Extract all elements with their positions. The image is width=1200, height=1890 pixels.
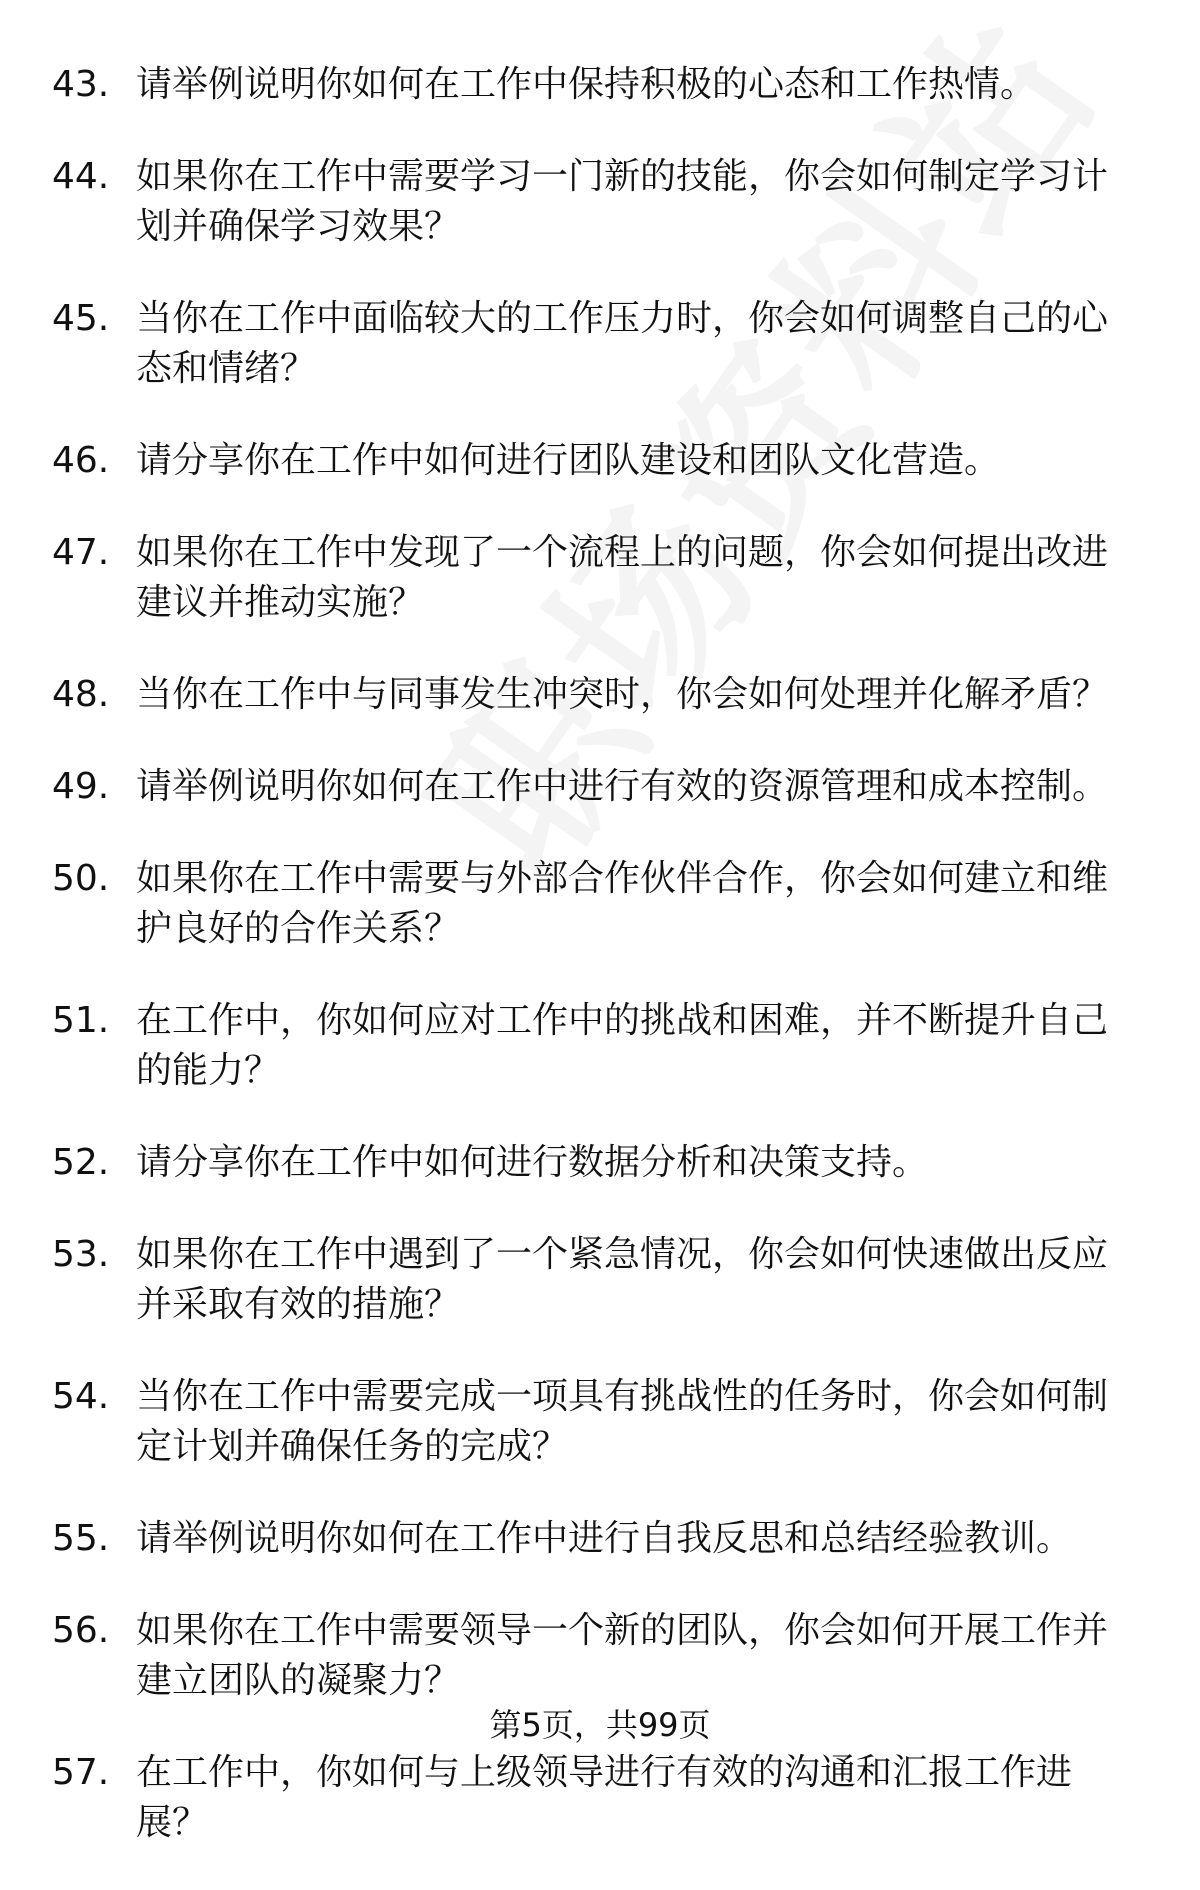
question-item bbox=[0, 152, 1200, 252]
question-item bbox=[0, 1372, 1200, 1472]
question-number: 53. bbox=[52, 1234, 110, 1275]
question-item bbox=[0, 436, 1200, 486]
question-text: 请分享你在工作中如何进行数据分析和决策支持。 bbox=[136, 1142, 929, 1183]
question-item bbox=[0, 294, 1200, 394]
question-number: 56. bbox=[52, 1610, 110, 1651]
question-text: 在工作中，你如何与上级领导进行有效的沟通和汇报工作进展？ bbox=[136, 1752, 1073, 1843]
question-text: 在工作中，你如何应对工作中的挑战和困难，并不断提升自己的能力？ bbox=[136, 1000, 1109, 1091]
question-item bbox=[0, 60, 1200, 110]
question-item bbox=[0, 670, 1200, 720]
question-text: 如果你在工作中遇到了一个紧急情况，你会如何快速做出反应并采取有效的措施？ bbox=[136, 1234, 1109, 1325]
question-text: 请举例说明你如何在工作中进行自我反思和总结经验教训。 bbox=[136, 1518, 1073, 1559]
question-number: 45. bbox=[52, 298, 110, 339]
question-number: 57. bbox=[52, 1752, 110, 1793]
question-text: 当你在工作中与同事发生冲突时，你会如何处理并化解矛盾？ bbox=[136, 674, 1109, 715]
question-text: 如果你在工作中需要学习一门新的技能，你会如何制定学习计划并确保学习效果？ bbox=[136, 156, 1109, 247]
question-item bbox=[0, 854, 1200, 954]
question-item bbox=[0, 1514, 1200, 1564]
question-text: 如果你在工作中需要领导一个新的团队，你会如何开展工作并建立团队的凝聚力？ bbox=[136, 1610, 1109, 1701]
question-item bbox=[0, 528, 1200, 628]
question-number: 46. bbox=[52, 440, 110, 481]
question-item bbox=[0, 1138, 1200, 1188]
question-text: 请举例说明你如何在工作中进行有效的资源管理和成本控制。 bbox=[136, 766, 1109, 807]
question-item bbox=[0, 1606, 1200, 1706]
question-text: 如果你在工作中需要与外部合作伙伴合作，你会如何建立和维护良好的合作关系？ bbox=[136, 858, 1109, 949]
question-text: 当你在工作中需要完成一项具有挑战性的任务时，你会如何制定计划并确保任务的完成？ bbox=[136, 1376, 1109, 1467]
question-number: 44. bbox=[52, 156, 110, 197]
question-number: 51. bbox=[52, 1000, 110, 1041]
question-number: 52. bbox=[52, 1142, 110, 1183]
question-list bbox=[0, 60, 1200, 1890]
question-number: 48. bbox=[52, 674, 110, 715]
question-number: 54. bbox=[52, 1376, 110, 1417]
question-item bbox=[0, 1748, 1200, 1848]
question-text: 如果你在工作中发现了一个流程上的问题，你会如何提出改进建议并推动实施？ bbox=[136, 532, 1109, 623]
question-text: 请举例说明你如何在工作中保持积极的心态和工作热情。 bbox=[136, 64, 1037, 105]
question-item bbox=[0, 996, 1200, 1096]
page-footer: 第5页，共99页 bbox=[489, 1706, 711, 1744]
question-text: 请分享你在工作中如何进行团队建设和团队文化营造。 bbox=[136, 440, 1001, 481]
question-number: 50. bbox=[52, 858, 110, 899]
question-number: 43. bbox=[52, 64, 110, 105]
question-text: 当你在工作中面临较大的工作压力时，你会如何调整自己的心态和情绪？ bbox=[136, 298, 1109, 389]
question-number: 47. bbox=[52, 532, 110, 573]
question-number: 55. bbox=[52, 1518, 110, 1559]
question-number: 49. bbox=[52, 766, 110, 807]
question-item bbox=[0, 1230, 1200, 1330]
question-item bbox=[0, 762, 1200, 812]
